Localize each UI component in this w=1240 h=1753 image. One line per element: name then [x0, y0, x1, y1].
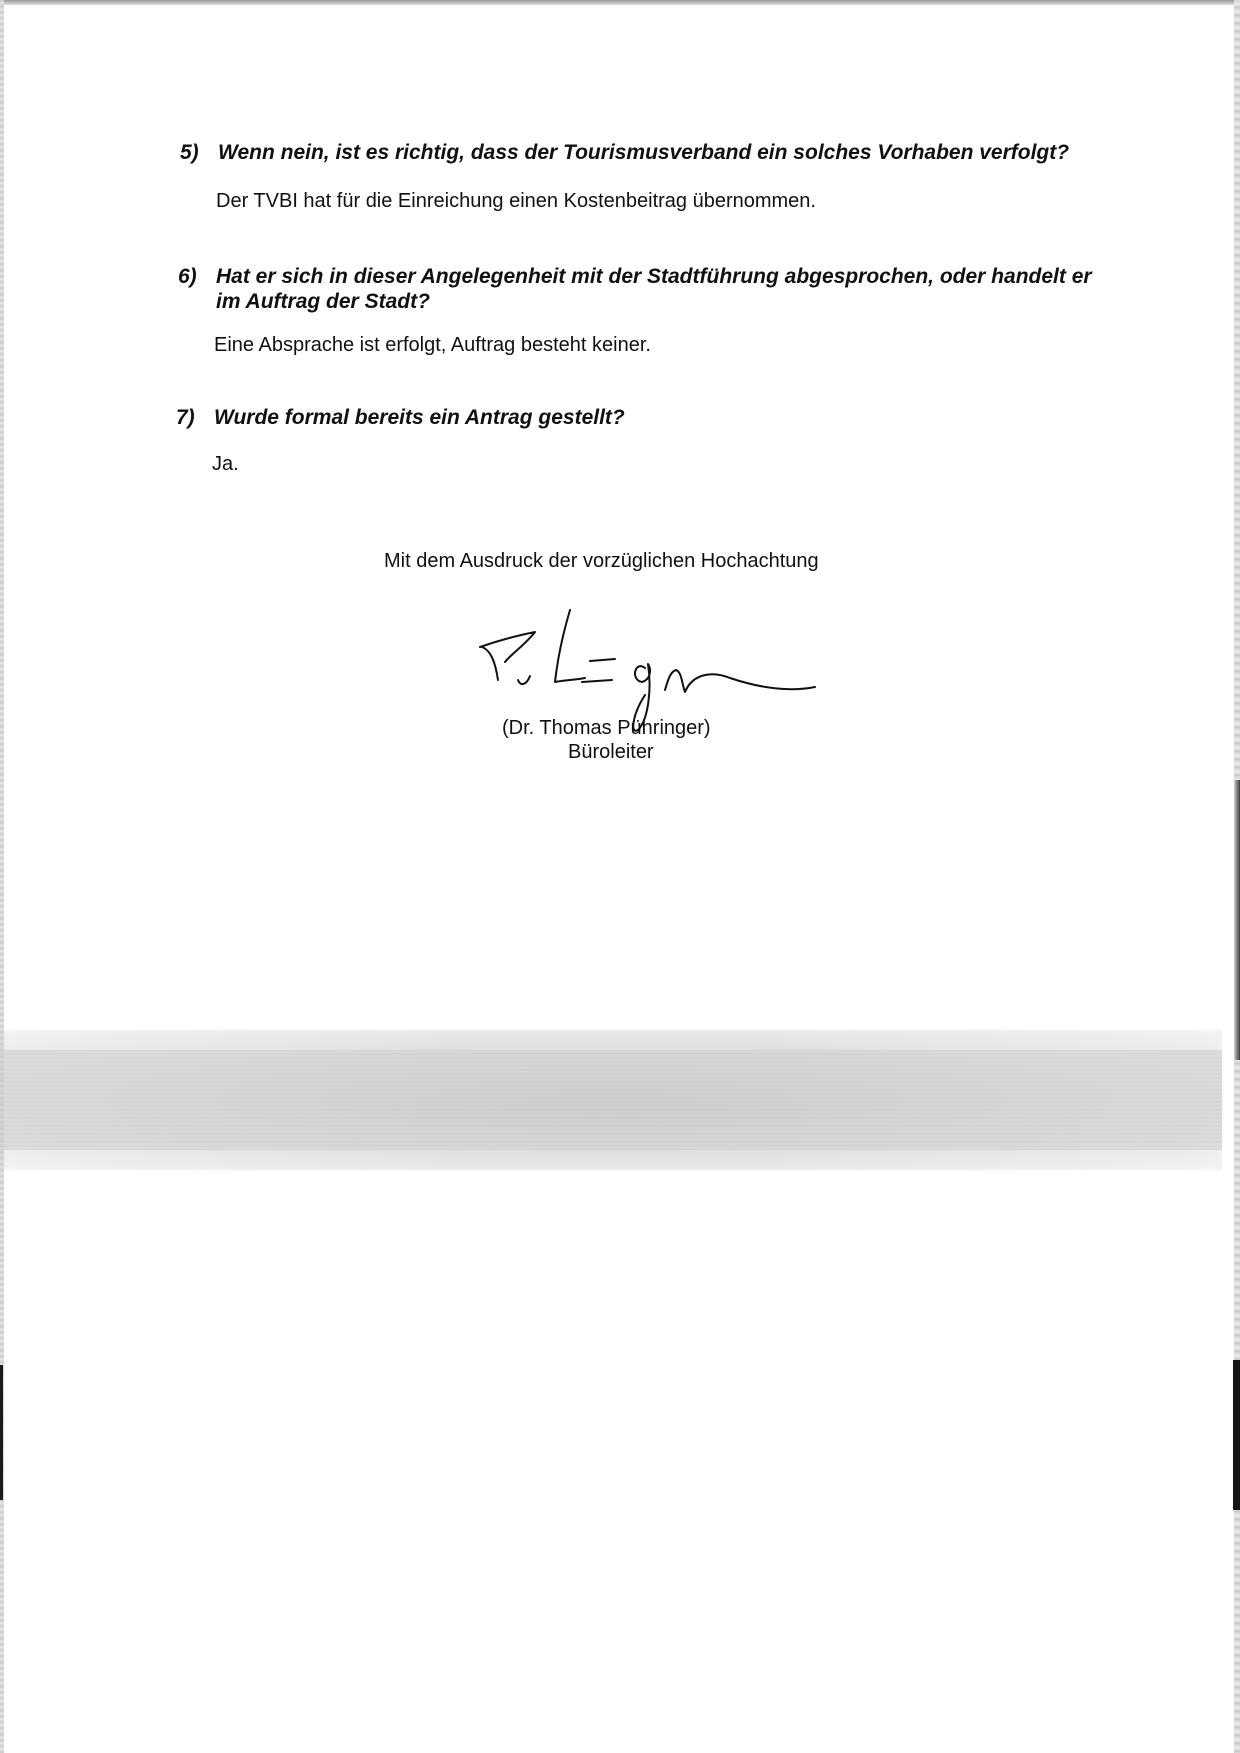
answer-6: Eine Absprache ist erfolgt, Auftrag besteht keiner.	[214, 334, 651, 356]
question-text: Wurde formal bereits ein Antrag gestellt?	[214, 406, 625, 429]
scan-edge-left-mark	[0, 1365, 3, 1500]
answer-7: Ja.	[212, 453, 239, 475]
closing-salutation: Mit dem Ausdruck der vorzüglichen Hochachtung	[384, 550, 819, 572]
scan-edge-top	[0, 0, 1240, 5]
question-text: Hat er sich in dieser Angelegenheit mit der Stadtführung abgesprochen, oder handelt er im Auftrag der Stadt?	[216, 265, 1092, 313]
signer-name: (Dr. Thomas Pühringer)	[502, 717, 711, 739]
question-text: Wenn nein, ist es richtig, dass der Tourismusverband ein solches Vorhaben verfolgt?	[218, 141, 1070, 164]
question-number: 5)	[180, 141, 199, 164]
question-6	[178, 264, 1098, 314]
question-number: 6)	[178, 265, 197, 288]
scan-edge-right-mark	[1234, 780, 1240, 1060]
answer-5: Der TVBI hat für die Einreichung einen Kostenbeitrag übernommen.	[216, 190, 816, 212]
handwritten-signature	[470, 600, 820, 760]
scan-edge-right-mark	[1233, 1360, 1240, 1510]
question-number: 7)	[176, 406, 195, 429]
signer-role: Büroleiter	[568, 741, 654, 763]
scan-gray-band-core	[0, 1050, 1222, 1150]
